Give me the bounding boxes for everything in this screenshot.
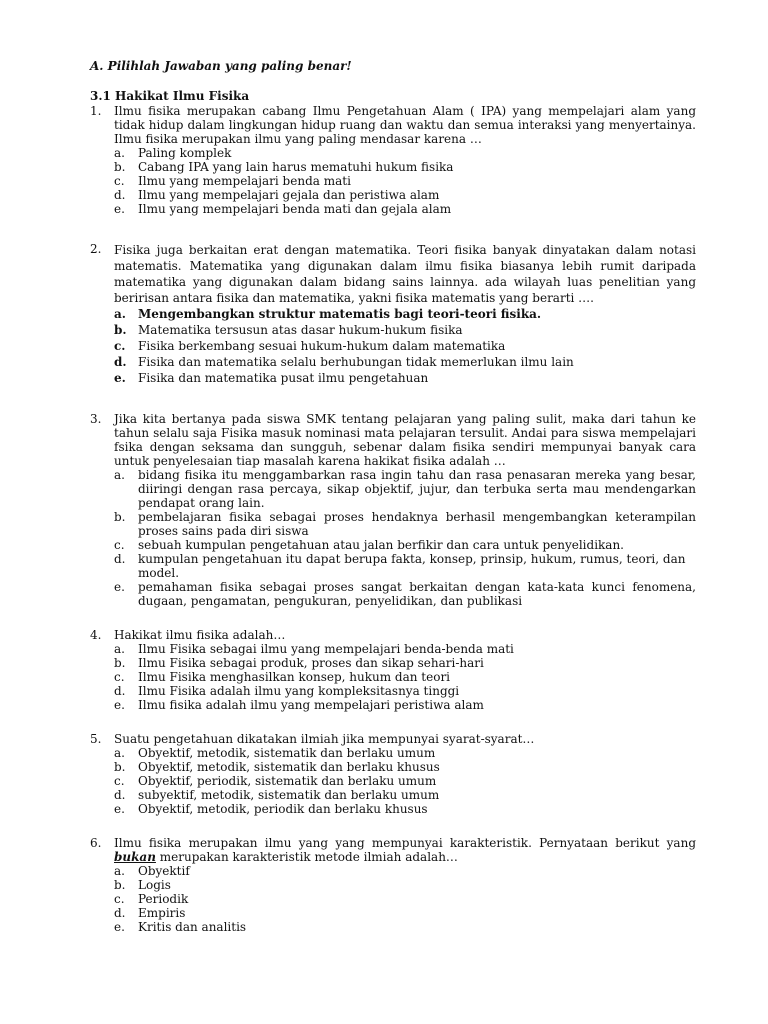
question-number: 4. (90, 628, 102, 642)
options-list (114, 746, 696, 816)
question-3 (90, 412, 696, 608)
option-c: c. Ilmu yang mempelajari benda mati (114, 174, 351, 188)
emphasis-word: bukan (114, 850, 156, 864)
document-page (90, 58, 696, 934)
option-e: e. Ilmu yang mempelajari benda mati dan gejala alam (114, 202, 452, 216)
options-list (114, 642, 696, 712)
question-1 (90, 104, 696, 216)
option-b: b. Ilmu Fisika sebagai produk, proses dan sikap sehari-hari (114, 656, 484, 670)
question-text: Hakikat ilmu fisika adalah… (114, 628, 286, 642)
option-a: a. Ilmu Fisika sebagai ilmu yang mempelajari benda-benda mati (114, 642, 514, 656)
option-b: b. Matematika tersusun atas dasar hukum-hukum fisika (114, 323, 463, 337)
question-6 (90, 836, 696, 934)
question-number: 1. (90, 104, 102, 118)
question-text: Jika kita bertanya pada siswa SMK tentang pelajaran yang paling sulit, maka dari tahun ke tahun selalu saja Fisika masuk nominasi mata pelajaran tersulit. Andai para siswa mempelajari fsika dengan seksama dan sungguh, sebenar dalam fisika sendiri mempunyai banyak cara untuk penyelesaian tiap masalah karena hakikat fisika adalah … (114, 412, 696, 468)
question-number: 2. (90, 242, 102, 256)
option-a: a. Obyektif (114, 864, 190, 878)
option-c: c. Ilmu Fisika menghasilkan konsep, hukum dan teori (114, 670, 451, 684)
option-a: a. Paling komplek (114, 146, 232, 160)
section-title: 3.1 Hakikat Ilmu Fisika (90, 89, 250, 103)
option-c: c. Fisika berkembang sesuai hukum-hukum dalam matematika (114, 339, 506, 353)
option-e: e. Ilmu fisika adalah ilmu yang mempelajari peristiwa alam (114, 698, 484, 712)
option-b: b. Cabang IPA yang lain harus mematuhi hukum fisika (114, 160, 454, 174)
option-b: b. pembelajaran fisika sebagai proses hendaknya berhasil mengembangkan keterampilan proses sains pada diri siswa (114, 510, 696, 538)
options-list (114, 468, 696, 608)
question-number: 3. (90, 412, 102, 426)
option-d: d. Empiris (114, 906, 186, 920)
options-list (114, 146, 696, 216)
question-5 (90, 732, 696, 816)
question-text: Ilmu fisika merupakan cabang Ilmu Pengetahuan Alam ( IPA) yang mempelajari alam yang tidak hidup dalam lingkungan hidup ruang dan waktu dan semua interaksi yang menyertainya. Ilmu fisika merupakan ilmu yang paling mendasar karena … (114, 104, 696, 146)
option-e: e. Kritis dan analitis (114, 920, 247, 934)
question-number: 6. (90, 836, 102, 850)
question-text: Suatu pengetahuan dikatakan ilmiah jika mempunyai syarat-syarat… (114, 732, 535, 746)
option-d: d. Ilmu Fisika adalah ilmu yang kompleksitasnya tinggi (114, 684, 460, 698)
option-e: e. Obyektif, metodik, periodik dan berlaku khusus (114, 802, 428, 816)
options-list (114, 306, 696, 386)
option-a: a. Mengembangkan struktur matematis bagi teori-teori fisika. (114, 307, 542, 321)
option-e: e. Fisika dan matematika pusat ilmu pengetahuan (114, 371, 429, 385)
option-b: b. Logis (114, 878, 171, 892)
question-text: Ilmu fisika merupakan ilmu yang yang mempunyai karakteristik. Pernyataan berikut yang bukan merupakan karakteristik metode ilmiah adalah… (114, 836, 696, 864)
option-b: b. Obyektif, metodik, sistematik dan berlaku khusus (114, 760, 440, 774)
option-d: d. Fisika dan matematika selalu berhubungan tidak memerlukan ilmu lain (114, 355, 574, 369)
question-2 (90, 242, 696, 386)
question-text: Fisika juga berkaitan erat dengan matematika. Teori fisika banyak dinyatakan dalam notasi matematis. Matematika yang digunakan dalam ilmu fisika biasanya lebih rumit daripada matematika yang digunakan dalam bidang sains lainnya. ada wilayah luas penelitian yang beririsan antara fisika dan matematika, yakni fisika matematis yang berarti …. (114, 243, 696, 305)
option-a: a. Obyektif, metodik, sistematik dan berlaku umum (114, 746, 436, 760)
instruction-heading: A. Pilihlah Jawaban yang paling benar! (90, 59, 352, 73)
option-c: c. Obyektif, periodik, sistematik dan berlaku umum (114, 774, 437, 788)
option-d: d. kumpulan pengetahuan itu dapat berupa fakta, konsep, prinsip, hukum, rumus, teori, dan model. (114, 552, 686, 580)
question-4 (90, 628, 696, 712)
option-d: d. Ilmu yang mempelajari gejala dan peristiwa alam (114, 188, 440, 202)
option-c: c. Periodik (114, 892, 189, 906)
options-list (114, 864, 696, 934)
option-d: d. subyektif, metodik, sistematik dan berlaku umum (114, 788, 440, 802)
option-a: a. bidang fisika itu menggambarkan rasa ingin tahu dan rasa penasaran mereka yang besar, diiringi dengan rasa percaya, sikap objektif, jujur, dan terbuka serta mau mendengarkan pendapat orang lain. (114, 468, 696, 510)
option-c: c. sebuah kumpulan pengetahuan atau jalan berfikir dan cara untuk penyelidikan. (114, 538, 624, 552)
option-e: e. pemahaman fisika sebagai proses sangat berkaitan dengan kata-kata kunci fenomena, dugaan, pengamatan, pengukuran, penyelidikan, dan publikasi (114, 580, 696, 608)
question-number: 5. (90, 732, 102, 746)
